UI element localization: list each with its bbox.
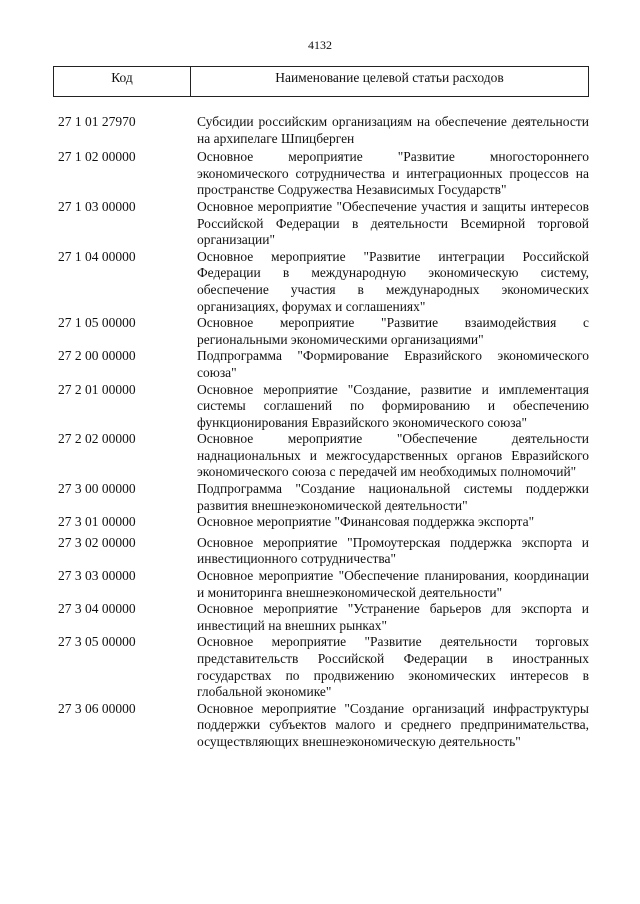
row-code: 27 1 02 00000 [58, 149, 136, 165]
row-code: 27 3 03 00000 [58, 568, 136, 584]
table-row [53, 315, 589, 348]
row-code: 27 1 05 00000 [58, 315, 136, 331]
table-row [53, 634, 589, 700]
column-header-name: Наименование целевой статьи расходов [275, 70, 504, 85]
row-code: 27 3 05 00000 [58, 634, 136, 650]
row-name: Субсидии российским организациям на обеспечение деятельности на архипелаге Шпицберген [197, 114, 589, 146]
row-code: 27 3 01 00000 [58, 514, 136, 530]
table-row [53, 535, 589, 568]
page-number: 4132 [308, 38, 332, 52]
table-body [53, 114, 589, 751]
row-name: Основное мероприятие "Устранение барьеров для экспорта и инвестиций на внешних рынках" [197, 601, 589, 633]
row-name: Основное мероприятие "Развитие многостороннего экономического сотрудничества и интеграционных процессов на пространстве Содружества Независимых Государств" [197, 149, 589, 198]
row-name: Основное мероприятие "Развитие взаимодействия с региональными экономическими организациями" [197, 315, 589, 347]
row-name: Основное мероприятие "Создание организаций инфраструктуры поддержки субъектов малого и среднего предпринимательства, осуществляющих внешнеэкономическую деятельность" [197, 700, 589, 749]
table-row [53, 514, 589, 531]
row-name: Основное мероприятие "Финансовая поддержка экспорта" [197, 514, 535, 530]
row-name: Основное мероприятие "Промоутерская поддержка экспорта и инвестиционного сотрудничества" [197, 534, 589, 567]
row-code: 27 2 02 00000 [58, 431, 136, 447]
column-header-code: Код [54, 67, 191, 96]
table-row [53, 601, 589, 634]
row-code: 27 1 03 00000 [58, 198, 136, 214]
row-code: 27 2 01 00000 [58, 381, 136, 397]
row-name: Подпрограмма "Создание национальной системы поддержки развития внешнеэкономической деятельности" [197, 481, 589, 513]
table-row [53, 481, 589, 514]
row-code: 27 3 02 00000 [58, 534, 136, 550]
table-header [53, 66, 589, 97]
table-row [53, 568, 589, 601]
table-row [53, 382, 589, 432]
row-name: Основное мероприятие "Создание, развитие и имплементация системы соглашений по формированию и обеспечению функционирования Евразийского экономического союза" [197, 381, 589, 430]
row-name: Подпрограмма "Формирование Евразийского экономического союза" [197, 348, 589, 380]
row-name: Основное мероприятие "Обеспечение деятельности наднациональных и межгосударственных органов Евразийского экономического союза с передачей им необходимых полномочий" [197, 431, 589, 480]
table-row [53, 701, 589, 751]
row-name: Основное мероприятие "Развитие деятельности торговых представительств Российской Федерации в иностранных государствах по продвижению экономических интересов в глобальной экономике" [197, 634, 589, 700]
table-row [53, 348, 589, 381]
row-code: 27 1 01 27970 [58, 114, 136, 129]
row-code: 27 1 04 00000 [58, 248, 136, 264]
row-name: Основное мероприятие "Обеспечение планирования, координации и мониторинга внешнеэкономической деятельности" [197, 568, 589, 600]
row-name: Основное мероприятие "Обеспечение участия и защиты интересов Российской Федерации в деятельности Всемирной торговой организации" [197, 198, 589, 248]
row-code: 27 2 00 00000 [58, 348, 136, 364]
row-code: 27 3 00 00000 [58, 481, 136, 497]
row-code: 27 3 04 00000 [58, 601, 136, 617]
table-row [53, 249, 589, 315]
table-row [53, 431, 589, 481]
row-code: 27 3 06 00000 [58, 700, 136, 716]
row-name: Основное мероприятие "Развитие интеграции Российской Федерации в международную экономическую систему, обеспечение участия в международных экономических организациях, форумах и соглашениях" [197, 248, 589, 314]
table-row [53, 114, 589, 147]
table-row [53, 149, 589, 199]
table-row [53, 199, 589, 249]
